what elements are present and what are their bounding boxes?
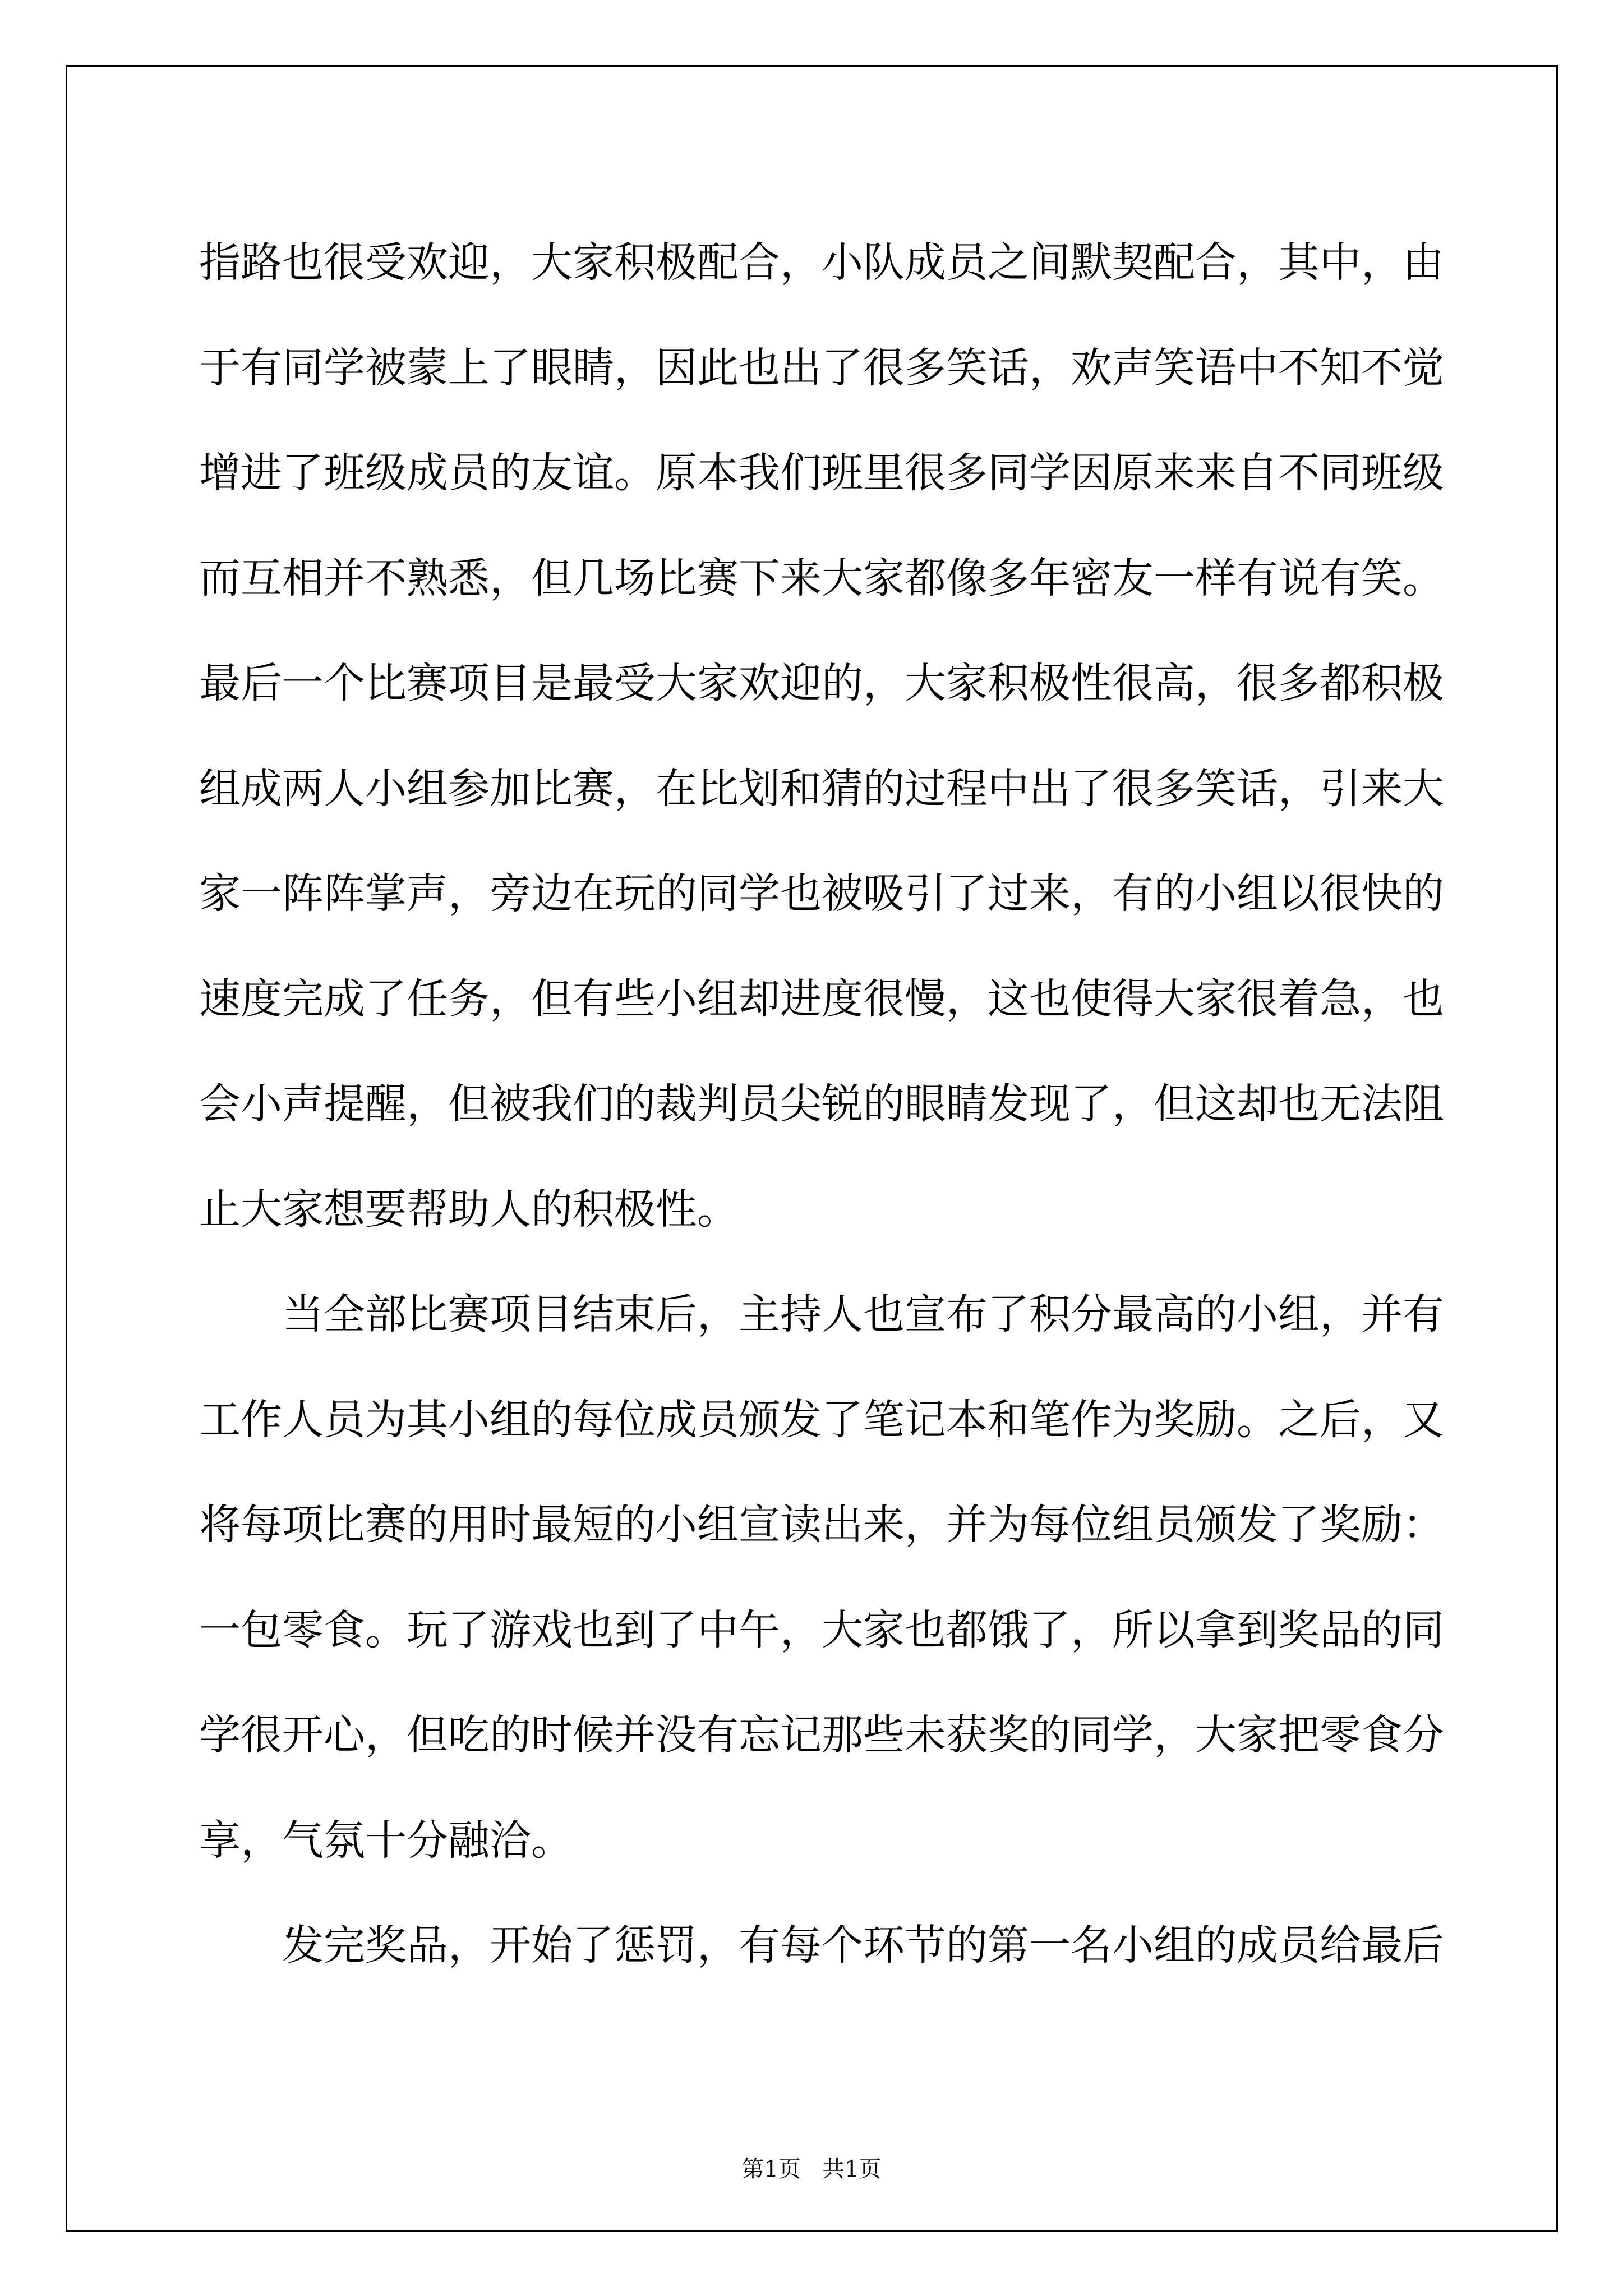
document-body [199, 210, 1444, 1999]
paragraph-2: 当全部比赛项目结束后，主持人也宣布了积分最高的小组，并有工作人员为其小组的每位成员颁发了笔记本和笔作为奖励。之后，又将每项比赛的用时最短的小组宣读出来，并为每位组员颁发了奖励：一包零食。玩了游戏也到了中午，大家也都饿了，所以拿到奖品的同学很开心，但吃的时候并没有忘记那些未获奖的同学，大家把零食分享，气氛十分融洽。 [199, 1290, 1444, 1865]
paragraph-1: 指路也很受欢迎，大家积极配合，小队成员之间默契配合，其中，由于有同学被蒙上了眼睛，因此也出了很多笑话，欢声笑语中不知不觉增进了班级成员的友谊。原本我们班里很多同学因原来来自不同班级而互相并不熟悉，但几场比赛下来大家都像多年密友一样有说有笑。最后一个比赛项目是最受大家欢迎的，大家积极性很高，很多都积极组成两人小组参加比赛，在比划和猜的过程中出了很多笑话，引来大家一阵阵掌声，旁边在玩的同学也被吸引了过来，有的小组以很快的速度完成了任务，但有些小组却进度很慢，这也使得大家很着急，也会小声提醒，但被我们的裁判员尖锐的眼睛发现了，但这却也无法阻止大家想要帮助人的积极性。 [199, 238, 1444, 1234]
paragraph-3: 发完奖品，开始了惩罚，有每个环节的第一名小组的成员给最后 [282, 1921, 1444, 1970]
page-number-footer: 第1页 共1页 [741, 2156, 882, 2182]
